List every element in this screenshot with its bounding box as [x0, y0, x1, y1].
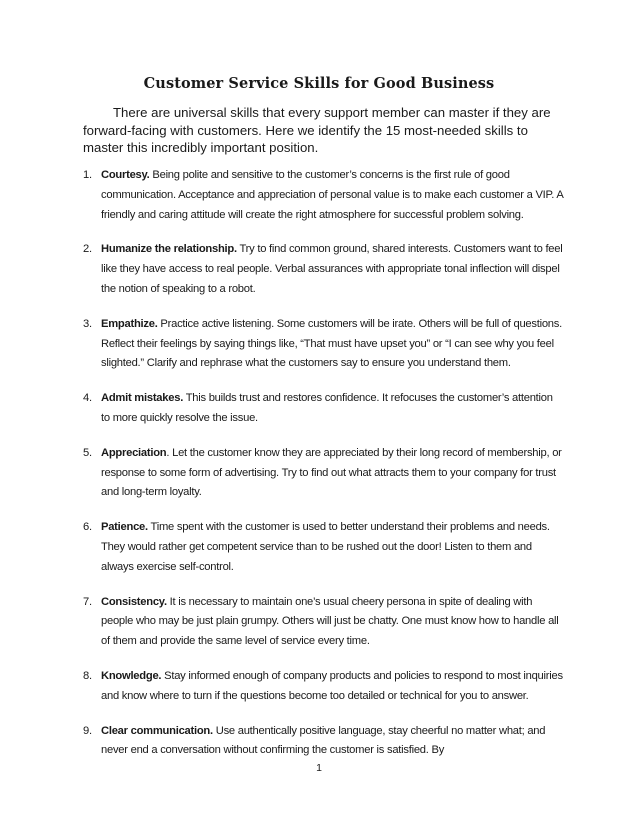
item-number: 1.: [83, 169, 92, 181]
item-number: 6.: [83, 521, 92, 534]
item-number: 3.: [83, 317, 92, 330]
list-item: [83, 444, 563, 503]
item-text: . Let the customer know they are appreciated by their long record of membership, or response to some form of advertising. Try to find out what attracts them to your company for trust and long-term loyalty.: [101, 446, 562, 499]
list-item: [83, 722, 563, 762]
skills-list: [83, 166, 563, 776]
item-heading: Courtesy.: [101, 169, 150, 181]
item-number: 4.: [83, 392, 92, 405]
list-item: [83, 593, 563, 652]
item-text: Time spent with the customer is used to better understand their problems and needs. They would rather get competent service than to be rushed out the door! Listen to them and always exercise self-control.: [101, 521, 550, 573]
item-number: 2.: [83, 243, 92, 256]
item-number: 5.: [83, 446, 92, 459]
item-heading: Admit mistakes.: [101, 392, 184, 405]
list-item: [83, 240, 563, 299]
intro-paragraph: There are universal skills that every support member can master if they are forward-facing with customers. Here we identify the 15 most-needed skills to master this incredibly important position.: [83, 105, 551, 155]
item-number: 8.: [83, 669, 92, 682]
list-item: [83, 166, 563, 225]
item-heading: Patience.: [101, 521, 148, 534]
item-text: This builds trust and restores confidence. It refocuses the customer’s attention to more quickly resolve the issue.: [101, 392, 553, 424]
item-heading: Appreciation: [101, 446, 167, 459]
item-text: Try to find common ground, shared interests. Customers want to feel like they have access to real people. Verbal assurances with appropriate tonal inflection will dispel the notion of speaking to a robot.: [101, 243, 563, 295]
page-number: 1: [316, 762, 322, 774]
list-item: [83, 389, 563, 429]
document-title: Customer Service Skills for Good Business: [143, 75, 495, 92]
item-text: Being polite and sensitive to the customer’s concerns is the first rule of good communication. Acceptance and appreciation of personal value is to make each customer a VIP. A friendly and caring attitude will create the right atmosphere for successful problem solving.: [101, 169, 563, 221]
item-heading: Clear communication.: [101, 724, 213, 737]
item-heading: Empathize.: [101, 317, 158, 330]
item-text: It is necessary to maintain one’s usual cheery persona in spite of dealing with people who may be just plain grumpy. Others will just be chatty. One must know how to handle all of them and provide the same level of service every time.: [101, 595, 559, 648]
item-text: Use authentically positive language, stay cheerful no matter what; and never end a conversation without confirming the customer is satisfied. By: [101, 724, 546, 757]
item-text: Practice active listening. Some customers will be irate. Others will be full of questions. Reflect their feelings by saying things like, “That must have upset you” or “I can see why you feel slighted.” Clarify and rephrase what the customers say to ensure you understand them.: [101, 317, 562, 370]
item-number: 7.: [83, 595, 92, 608]
item-text: Stay informed enough of company products and policies to respond to most inquiries and know where to turn if the questions become too detailed or technical for you to answer.: [101, 669, 563, 702]
item-heading: Humanize the relationship.: [101, 243, 237, 256]
item-number: 9.: [83, 724, 92, 737]
list-item: [83, 667, 563, 707]
item-heading: Knowledge.: [101, 669, 162, 682]
list-item: [83, 518, 563, 577]
item-heading: Consistency.: [101, 595, 167, 608]
list-item: [83, 315, 563, 374]
